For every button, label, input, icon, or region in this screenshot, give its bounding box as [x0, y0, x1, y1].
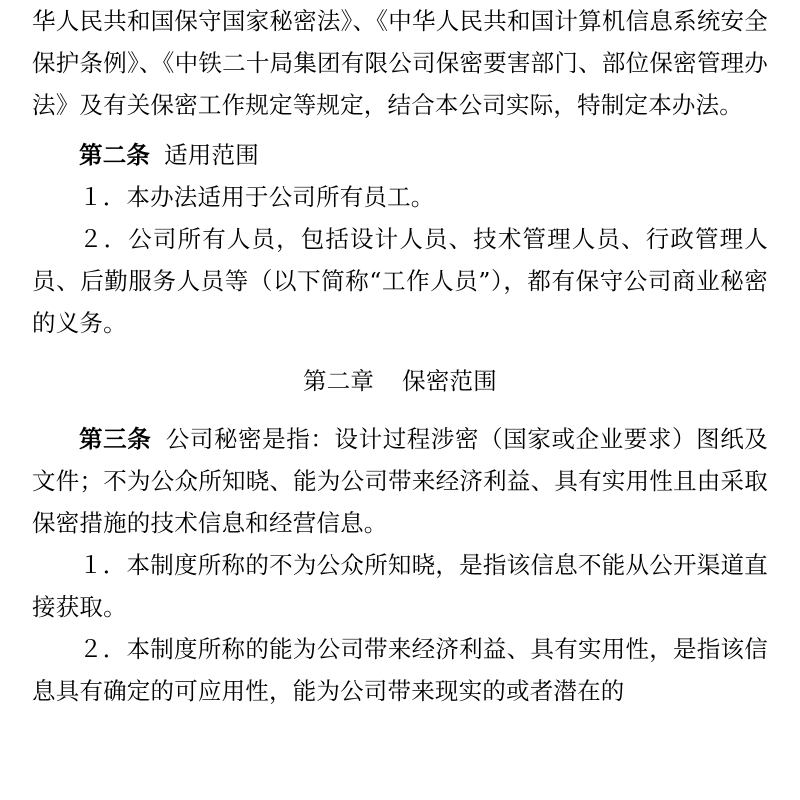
article-three-label: 第三条: [79, 425, 152, 453]
article-three-body: 公司秘密是指：设计过程涉密（国家或企业要求）图纸及文件；不为公众所知晓、能为公司带来经济利益、具有实用性且由采取保密措施的技术信息和经营信息。: [32, 425, 768, 537]
document-body: [32, 0, 768, 712]
article-two-label: 第二条: [79, 141, 151, 169]
article-two-heading: [32, 134, 768, 176]
article-two-title: 适用范围: [164, 141, 259, 169]
chapter-two-heading: [32, 360, 768, 402]
article-two-item-2: ２．公司所有人员，包括设计人员、技术管理人员、行政管理人员、后勤服务人员等（以下简称“工作人员”），都有保守公司商业秘密的义务。: [32, 225, 768, 337]
chapter-two-title: 保密范围: [402, 367, 497, 395]
article-three-item-2: ２．本制度所称的能为公司带来经济利益、具有实用性，是指该信息具有确定的可应用性，能为公司带来现实的或者潜在的: [32, 635, 768, 705]
continued-paragraph: 华人民共和国保守国家秘密法》、《中华人民共和国计算机信息系统安全保护条例》、《中铁二十局集团有限公司保密要害部门、部位保密管理办法》及有关保密工作规定等规定，结合本公司实际，特制定本办法。: [32, 7, 768, 119]
chapter-spacer-top: [32, 344, 768, 360]
article-two-item-1: １．本办法适用于公司所有员工。: [79, 183, 435, 211]
paragraph-spacer: [32, 126, 768, 134]
chapter-two-number: 第二章: [303, 367, 375, 395]
article-three-paragraph: [32, 418, 768, 544]
chapter-spacer-bottom: [32, 402, 768, 418]
article-three-item-1: １．本制度所称的不为公众所知晓，是指该信息不能从公开渠道直接获取。: [32, 551, 768, 621]
